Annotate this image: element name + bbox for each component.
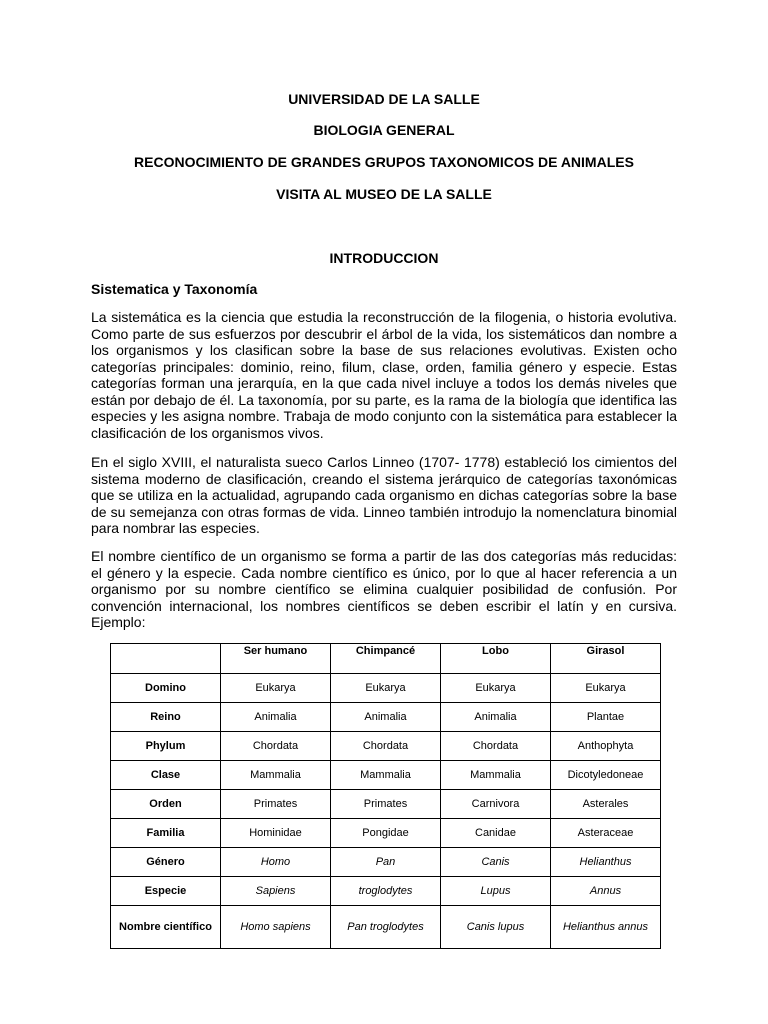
table-cell: Eukarya [331,674,441,703]
table-row [111,906,661,949]
table-cell: Annus [551,877,661,906]
table-cell: Chordata [331,732,441,761]
row-label: Nombre científico [111,906,221,949]
table-cell: Homo sapiens [221,906,331,949]
table-cell: Pan [331,848,441,877]
row-label: Familia [111,819,221,848]
header-cell-chimpance: Chimpancé [331,644,441,674]
taxonomy-table [110,643,661,949]
table-cell: Helianthus [551,848,661,877]
table-cell: Helianthus annus [551,906,661,949]
section-title: INTRODUCCION [329,250,439,266]
table-cell: Plantae [551,703,661,732]
table-cell: Canidae [441,819,551,848]
table-cell: Dicotyledoneae [551,761,661,790]
row-label: Phylum [111,732,221,761]
table-cell: troglodytes [331,877,441,906]
table-cell: Pan troglodytes [331,906,441,949]
row-label: Clase [111,761,221,790]
row-label: Reino [111,703,221,732]
paragraph-nombre-cientifico: El nombre científico de un organismo se forma a partir de las dos categorías más reducidas: el género y la especie. Cada nombre científico es único, por lo que al hacer referencia a un organismo por su nombre científico se elimina cualquier posibilidad de confusión. Por convención internacional, los nombres científicos se deben escribir el latín y en cursiva. Ejemplo: [91,548,677,630]
university-title: UNIVERSIDAD DE LA SALLE [288,91,480,107]
table-cell: Eukarya [221,674,331,703]
table-row [111,848,661,877]
paragraph-sistematica: La sistemática es la ciencia que estudia la reconstrucción de la filogenia, o historia evolutiva. Como parte de sus esfuerzos por descubrir el árbol de la vida, los sistemáticos dan nombre a los organismos y los clasifican sobre la base de sus relaciones evolutivas. Existen ocho categorías principales: dominio, reino, filum, clase, orden, familia género y especie. Estas categorías forman una jerarquía, en la que cada nivel incluye a todos los demás niveles que están por debajo de él. La taxonomía, por su parte, es la rama de la biología que identifica las especies y les asigna nombre. Trabaja de modo conjunto con la sistemática para establecer la clasificación de los organismos vivos. [91,309,677,441]
table-cell: Animalia [221,703,331,732]
table-cell: Sapiens [221,877,331,906]
row-label: Género [111,848,221,877]
table-cell: Hominidae [221,819,331,848]
table-row [111,674,661,703]
header-cell-girasol: Girasol [551,644,661,674]
table-row [111,819,661,848]
table-cell: Eukarya [551,674,661,703]
table-row [111,703,661,732]
table-header-row [111,644,661,674]
table-cell: Primates [221,790,331,819]
table-cell: Carnivora [441,790,551,819]
table-cell: Chordata [441,732,551,761]
table-cell: Homo [221,848,331,877]
table-cell: Eukarya [441,674,551,703]
table-cell: Animalia [441,703,551,732]
table-cell: Lupus [441,877,551,906]
table-cell: Animalia [331,703,441,732]
paragraph-linneo: En el siglo XVIII, el naturalista sueco Carlos Linneo (1707- 1778) estableció los cimientos del sistema moderno de clasificación, creando el sistema jerárquico de categorías taxonómicas que se utiliza en la actualidad, agrupando cada organismo en dichas categorías sobre la base de su semejanza con otras formas de vida. Linneo también introdujo la nomenclatura binomial para nombrar las especies. [91,454,677,536]
table-cell: Anthophyta [551,732,661,761]
header-cell-empty [111,644,221,674]
subject-title: RECONOCIMIENTO DE GRANDES GRUPOS TAXONOMICOS DE ANIMALES [134,154,634,170]
row-label: Especie [111,877,221,906]
table-cell: Asteraceae [551,819,661,848]
table-cell: Mammalia [331,761,441,790]
table-cell: Chordata [221,732,331,761]
visit-title: VISITA AL MUSEO DE LA SALLE [276,186,492,202]
table-row [111,877,661,906]
header-cell-ser-humano: Ser humano [221,644,331,674]
table-cell: Primates [331,790,441,819]
row-label: Domino [111,674,221,703]
table-cell: Mammalia [221,761,331,790]
table-cell: Mammalia [441,761,551,790]
table-row [111,790,661,819]
table-row [111,761,661,790]
table-row [111,732,661,761]
section-subtitle: Sistematica y Taxonomía [91,281,258,297]
table-cell: Canis [441,848,551,877]
table-cell: Canis lupus [441,906,551,949]
row-label: Orden [111,790,221,819]
table-cell: Pongidae [331,819,441,848]
course-title: BIOLOGIA GENERAL [313,122,455,138]
header-cell-lobo: Lobo [441,644,551,674]
table-cell: Asterales [551,790,661,819]
